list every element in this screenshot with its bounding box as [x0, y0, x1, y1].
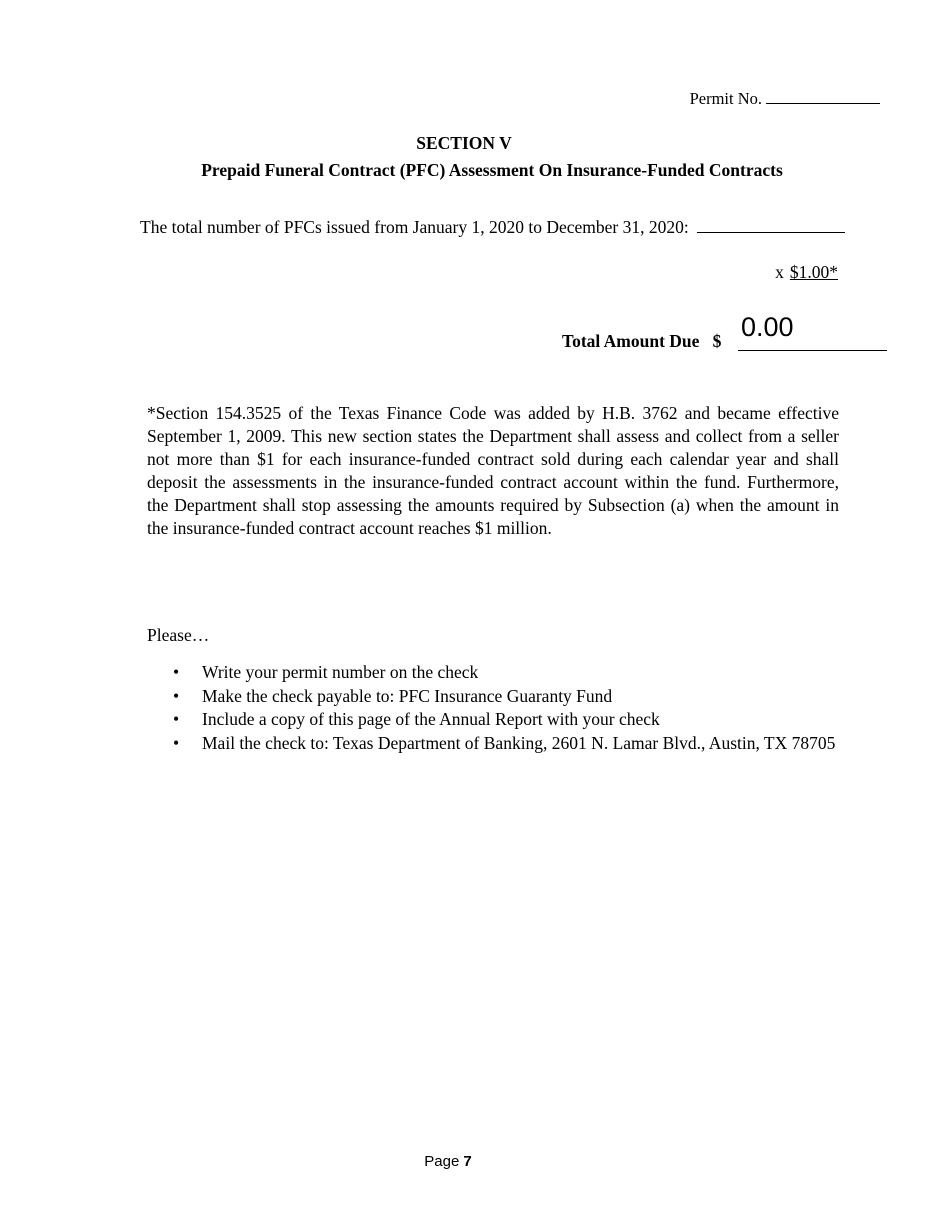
instructions-intro: Please… [147, 625, 210, 645]
list-item [147, 685, 839, 709]
total-due-label-group [562, 331, 721, 352]
permit-number-field [690, 89, 880, 109]
rate-value: $1.00* [789, 262, 838, 282]
list-item [147, 708, 839, 732]
page-label: Page [424, 1153, 460, 1170]
permit-number-input[interactable] [766, 89, 880, 104]
page-number: 7 [463, 1153, 472, 1170]
total-pfcs-label: The total number of PFCs issued from January 1, 2020 to December 31, 2020: [140, 217, 689, 237]
total-due-input[interactable] [738, 312, 887, 351]
page-footer [0, 1153, 896, 1170]
section-title: SECTION V [416, 133, 512, 153]
multiplier-symbol: x [775, 262, 784, 282]
bullet-icon: • [173, 662, 180, 682]
list-item [147, 661, 839, 685]
bullet-icon: • [173, 732, 180, 753]
total-pfcs-input[interactable] [697, 218, 845, 233]
permit-label: Permit No. [689, 89, 762, 108]
bullet-icon: • [173, 709, 180, 729]
list-item [147, 732, 839, 756]
list-item-text: Write your permit number on the check [202, 662, 479, 682]
instructions-list [147, 661, 839, 755]
total-due-value: 0.00 [741, 312, 794, 342]
section-subtitle: Prepaid Funeral Contract (PFC) Assessment On Insurance-Funded Contracts [201, 160, 783, 180]
list-item-text: Include a copy of this page of the Annual Report with your check [202, 709, 660, 729]
rate-row [775, 262, 838, 283]
list-item-text: Mail the check to: Texas Department of Banking, 2601 N. Lamar Blvd., Austin, TX 78705 [202, 732, 836, 753]
currency-symbol: $ [712, 331, 722, 351]
total-pfcs-row [140, 217, 845, 238]
list-item-text: Make the check payable to: PFC Insurance Guaranty Fund [202, 685, 613, 706]
total-due-label: Total Amount Due [562, 331, 700, 351]
footnote: *Section 154.3525 of the Texas Finance Code was added by H.B. 3762 and became effective September 1, 2009. This new section states the Department shall assess and collect from a seller not more than $1 for each insurance-funded contract sold during each calendar year and shall deposit the assessments in the insurance-funded contract account within the fund. Furthermore, the Department shall stop assessing the amounts required by Subsection (a) when the amount in the insurance-funded contract account reaches $1 million. [147, 403, 839, 538]
bullet-icon: • [173, 685, 180, 706]
